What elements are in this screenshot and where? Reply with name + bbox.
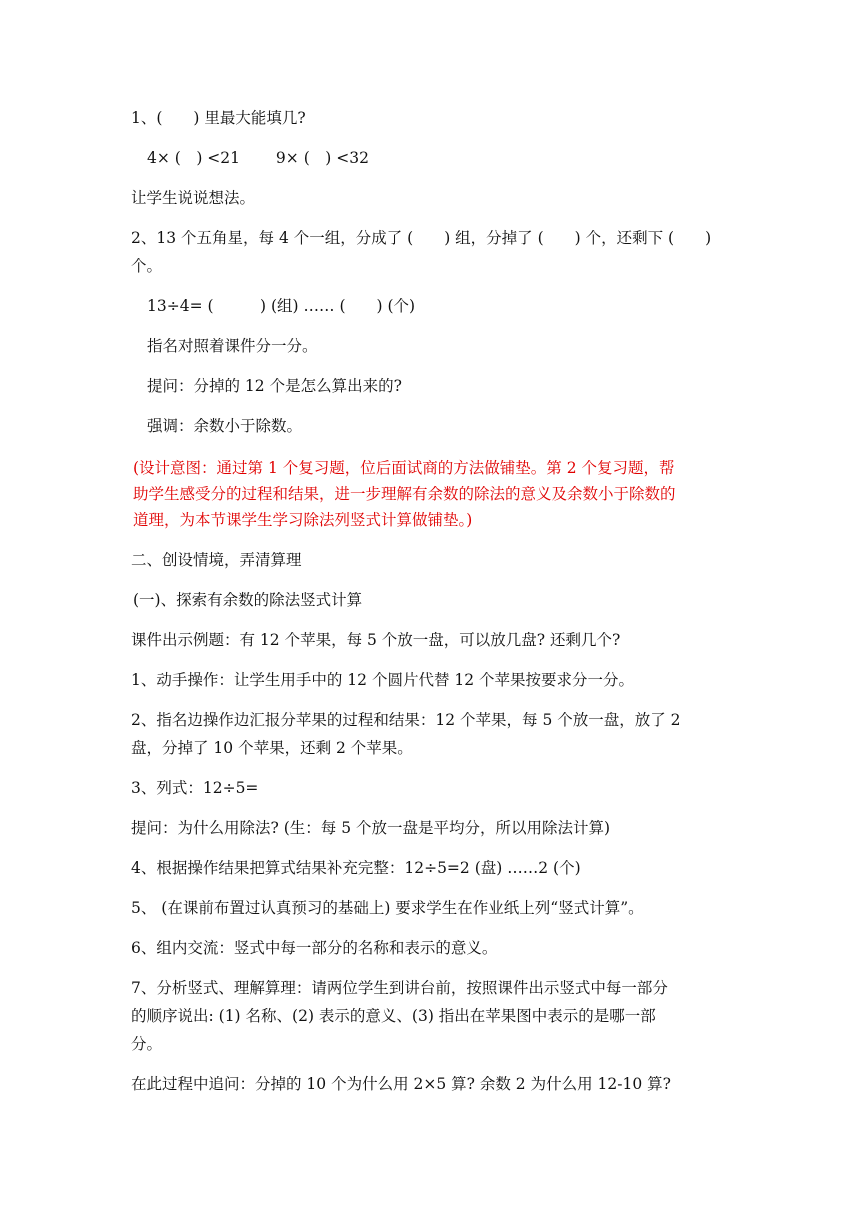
step-2-cont: 盘，分掉了 10 个苹果，还剩 2 个苹果。 — [131, 739, 413, 757]
example-line: 课件出示例题：有 12 个苹果，每 5 个放一盘，可以放几盘? 还剩几个? — [131, 631, 621, 649]
question-line: 提问：为什么用除法? (生：每 5 个放一盘是平均分，所以用除法计算) — [131, 819, 611, 837]
design-intent-line-2: 助学生感受分的过程和结果，进一步理解有余数的除法的意义及余数小于除数的 — [133, 485, 676, 503]
step-6: 6、组内交流：竖式中每一部分的名称和表示的意义。 — [131, 939, 498, 957]
step-2: 2、指名边操作边汇报分苹果的过程和结果：12 个苹果，每 5 个放一盘，放了 2 — [131, 711, 681, 729]
review-question-2: 2、13 个五角星，每 4 个一组，分成了 ( ) 组，分掉了 ( ) 个，还剩下 ( ) — [131, 229, 712, 247]
instruction-line: 让学生说说想法。 — [131, 189, 256, 207]
emphasis-line: 强调：余数小于除数。 — [147, 417, 303, 435]
design-intent-line-3: 道理，为本节课学生学习除法列竖式计算做铺垫。) — [133, 511, 473, 529]
step-3: 3、列式：12÷5= — [131, 779, 259, 797]
step-7-cont: 的顺序说出: (1) 名称、(2) 表示的意义、(3) 指出在苹果图中表示的是哪一部 — [131, 1007, 656, 1025]
step-7: 7、分析竖式、理解算理：请两位学生到讲台前，按照课件出示竖式中每一部分 — [131, 979, 668, 997]
step-7-end: 分。 — [131, 1035, 163, 1053]
question-line: 提问：分掉的 12 个是怎么算出来的? — [147, 377, 402, 395]
instruction-line: 指名对照着课件分一分。 — [147, 337, 318, 355]
division-equation: 13÷4= ( ) (组) …… ( ) (个) — [147, 297, 416, 315]
step-5: 5、 (在课前布置过认真预习的基础上) 要求学生在作业纸上列“竖式计算”。 — [131, 899, 644, 917]
design-intent-line-1: (设计意图：通过第 1 个复习题，位后面试商的方法做铺垫。第 2 个复习题，帮 — [133, 459, 675, 477]
subsection-heading: (一)、探索有余数的除法竖式计算 — [133, 591, 363, 609]
section-heading: 二、创设情境，弄清算理 — [131, 551, 302, 569]
step-4: 4、根据操作结果把算式结果补充完整：12÷5=2 (盘) ……2 (个) — [131, 859, 581, 877]
inequality-line: 4× ( ) <21 9× ( ) <32 — [147, 149, 369, 167]
review-question-2-cont: 个。 — [131, 257, 163, 275]
step-1: 1、动手操作：让学生用手中的 12 个圆片代替 12 个苹果按要求分一分。 — [131, 671, 635, 689]
review-question-1: 1、( ) 里最大能填几? — [131, 109, 306, 127]
follow-up-question: 在此过程中追问：分掉的 10 个为什么用 2×5 算? 余数 2 为什么用 12-10 算? — [131, 1075, 671, 1093]
